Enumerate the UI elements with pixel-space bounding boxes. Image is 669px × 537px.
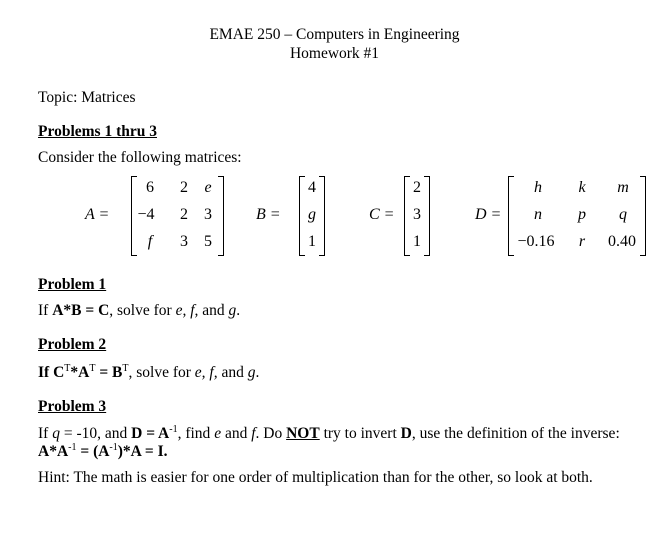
hint-text: Hint: The math is easier for one order of multiplication than for the other, so look at both. [38,469,593,486]
text-fragment: , find [177,425,215,442]
matrix-d-label: D = [475,206,502,223]
matrix-cell: −0.16 [517,233,555,250]
problem-1-text [38,302,240,320]
matrix-cell: r [578,233,586,250]
inverse-mark: -1 [68,441,77,453]
matrix-cell: 2 [180,179,188,196]
matrix-symbol: A [78,364,90,381]
text-fragment: and [198,302,229,319]
matrix-cell: 5 [204,233,212,250]
course-title: EMAE 250 – Computers in Engineering [209,26,460,43]
equation: A*B = C [52,302,110,319]
inverse-mark: -1 [169,423,178,435]
transpose-mark: T [64,362,71,374]
matrix-cell: k [578,179,586,196]
variable: g [247,364,256,381]
problem-1-title: Problem 1 [38,276,107,293]
operator: = [95,364,113,381]
equation: )*A = I. [117,443,168,460]
text-fragment: If [38,364,54,381]
inverse-mark: -1 [109,441,118,453]
matrix-cell: 3 [180,233,188,250]
matrix-cell: g [308,206,316,223]
matrix-b [299,176,325,256]
matrix-cell: 4 [308,179,316,196]
text-fragment: , solve for [109,302,176,319]
matrix-symbol: C [53,364,65,381]
matrix-cell: 6 [146,179,154,196]
matrix-cell: 2 [180,206,188,223]
intro-text: Consider the following matrices: [38,149,242,166]
matrix-a-label: A = [85,206,110,223]
section-heading: Problems 1 thru 3 [38,123,157,140]
matrix-a [131,176,224,256]
operator: * [70,364,79,381]
matrix-cell: e [204,179,212,196]
equation: D = A [131,425,170,442]
matrix-cell: 1 [308,233,316,250]
matrix-c [404,176,430,256]
equation: A*A [38,443,69,460]
matrix-cell: n [534,206,542,223]
matrix-cell: h [534,179,542,196]
matrix-c-label: C = [369,206,395,223]
matrix-d [508,176,646,256]
variable: g [228,302,237,319]
variable: q [52,425,60,442]
transpose-mark: T [89,362,96,374]
problem-3-line-1 [38,425,620,443]
problem-2-title: Problem 2 [38,336,107,353]
transpose-mark: T [122,362,129,374]
variable: e, f, [194,364,218,381]
matrix-cell: 1 [413,233,421,250]
text-fragment: If [38,425,53,442]
text-fragment: . [255,364,260,381]
problem-2-text [38,364,259,382]
matrix-cell: 2 [413,179,421,196]
matrix-cell: f [147,233,153,250]
right-bracket [640,176,646,256]
text-fragment: , solve for [128,364,195,381]
text-fragment: . [236,302,241,319]
equation: = (A [76,443,110,460]
matrix-symbol: B [112,364,123,381]
assignment-title: Homework #1 [289,45,380,62]
text-fragment: = -10, and [59,425,132,442]
matrix-cell: 0.40 [608,233,636,250]
matrix-cell: 3 [413,206,421,223]
matrix-cell: 3 [204,206,212,223]
text-fragment: If [38,302,53,319]
matrix-cell: −4 [137,206,155,223]
variable: e [214,425,222,442]
text-fragment: and [217,364,248,381]
matrix-cell: p [578,206,586,223]
matrix-symbol: D [400,425,412,442]
topic-line: Topic: Matrices [38,89,136,106]
emphasis: NOT [286,425,320,442]
text-fragment: and [221,425,252,442]
matrix-cell: m [617,179,629,196]
text-fragment: try to invert [319,425,401,442]
right-bracket [218,176,224,256]
variable: f [251,425,256,442]
problem-3-title: Problem 3 [38,398,107,415]
problem-3-line-2 [38,443,168,461]
matrix-b-label: B = [256,206,281,223]
matrix-cell: q [619,206,627,223]
text-fragment: , use the definition of the inverse: [411,425,620,442]
variable: e, f, [175,302,199,319]
text-fragment: . Do [255,425,287,442]
